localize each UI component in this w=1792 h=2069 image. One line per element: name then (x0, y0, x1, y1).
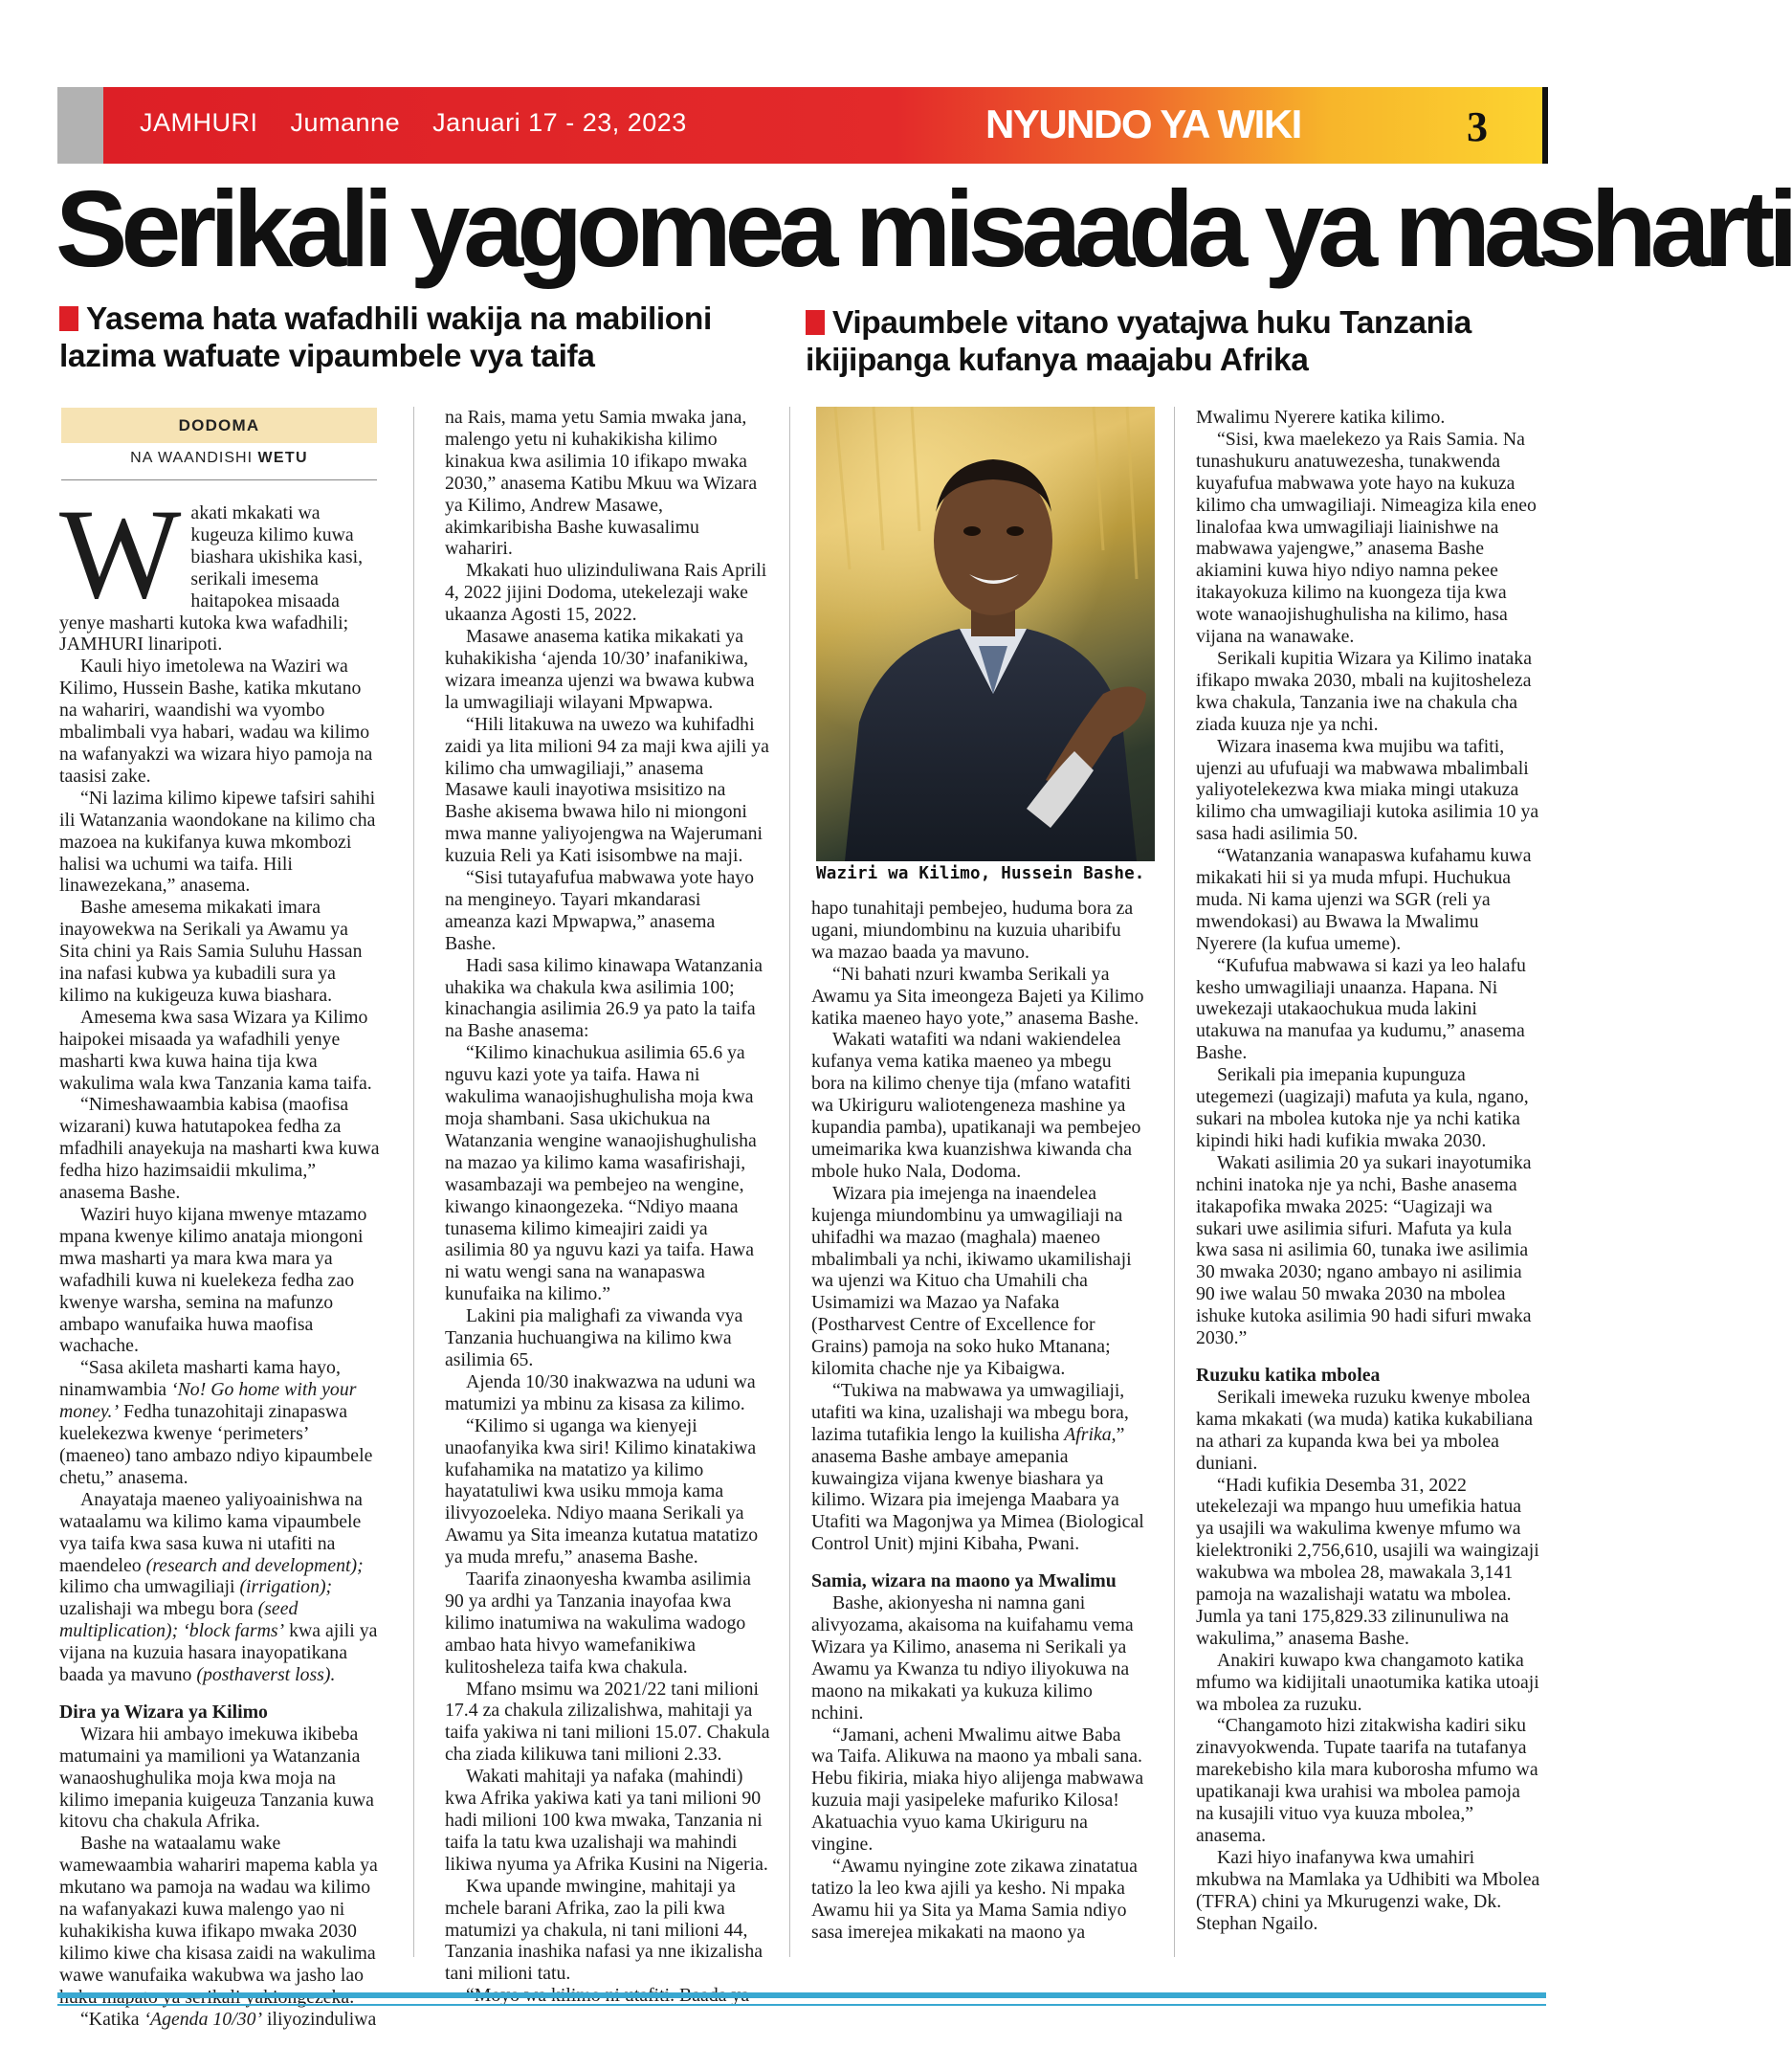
paragraph: “Hadi kufikia Desemba 31, 2022 utekelezaji wa mpango huu umefikia hatua ya usajili wa wakulima kwenye mfumo wa kielektroniki 2,756,610, usajili wa waingizaji wakubwa wa mbolea 28, mawakala 3,141 pamoja na wazalishaji watatu wa mbolea. Jumla ya tani 175,829.33 zilinunuliwa na wakulima,” anasema Bashe. (1196, 1474, 1539, 1649)
byline-rule (61, 479, 377, 480)
text-run: Anayataja maeneo yaliyoainishwa na wataalamu wa kilimo kama vipaumbele vya taifa kwa sasa kuwa ni utafiti na maendeleo (59, 1488, 363, 1576)
paragraph: “Ni bahati nzuri kwamba Serikali ya Awamu ya Sita imeongeza Bajeti ya Kilimo katika maeneo hayo yote,” anasema Bashe. (811, 963, 1144, 1029)
red-square-bullet (806, 310, 825, 335)
issue-day: Jumanne (290, 108, 401, 137)
italic-run: ‘No! Go home with your money.’ (59, 1379, 357, 1423)
paragraph: Kauli hiyo imetolewa na Waziri wa Kilimo, Hussein Bashe, katika mkutano na wahariri, waandishi wa vyombo mbalimbali vya habari, wadau wa kilimo na wafanyakzi wa wizara hiyo pamoja na taasisi zake. (59, 656, 373, 787)
subhead-right-text: Vipaumbele vitano vyatajwa huku Tanzania ikijipanga kufanya maajabu Afrika (806, 305, 1471, 378)
paper-name: JAMHURI (140, 108, 258, 137)
paragraph: Kazi hiyo inafanywa kwa umahiri mkubwa na Mamlaka ya Udhibiti wa Mbolea (TFRA) chini ya Mkurugenzi wake, Dk. Stephan Ngailo. (1196, 1846, 1540, 1934)
paragraph: Wizara inasema kwa mujibu wa tafiti, ujenzi au ufufuaji wa mabwawa mbalimbali yaliyotelekezwa kwa miaka mingi utakuza kilimo cha umwagiliaji kutoka asilimia 10 ya sasa hadi asilimia 50. (1196, 735, 1539, 845)
byline (61, 450, 377, 467)
text-run: kilimo cha umwagiliaji (59, 1576, 240, 1598)
paragraph: Lakini pia malighafi za viwanda vya Tanzania huchuangiwa na kilimo kwa asilimia 65. (445, 1305, 743, 1370)
paragraph: Serikali imeweka ruzuku kwenye mbolea kama mkakati (wa muda) katika kukabiliana na athari za kupanda kwa bei ya mbolea duniani. (1196, 1386, 1534, 1474)
paragraph: “Kufufua mabwawa si kazi ya leo halafu kesho umwagiliaji unaanza. Hapana. Ni uwekezaji utakaochukua muda lakini utakuwa na manufaa ya kudumu,” anasema Bashe. (1196, 954, 1526, 1064)
dateline: DODOMA (61, 408, 377, 443)
footer-rule-thin (57, 2004, 1546, 2006)
text-run: “Tukiwa na mabwawa ya umwagiliaji, utafiti wa kina, uzalishaji wa mbegu bora, lazima tutafikia lengo la kuilisha (811, 1379, 1129, 1445)
paragraph: “Hili litakuwa na uwezo wa kuhifadhi zaidi ya lita milioni 94 za maji kwa ajili ya kilimo cha umwagiliaji,” anasema Masawe kauli inayotiwa msisitizo na Bashe akisema bwawa hilo ni miongoni mwa manne yaliyojengwa na Wajerumani kuzuia Reli ya Kati isisombwe na maji. (445, 713, 769, 867)
paragraph: Waziri huyo kijana mwenye mtazamo mpana kwenye kilimo anataja miongoni mwa masharti ya mara kwa mara ya wafadhili kuwa ni kuelekeza fedha zao kwenye warsha, semina na mafunzo ambapo wanufaika huwa maofisa wachache. (59, 1204, 367, 1357)
section-title: NYUNDO YA WIKI (985, 101, 1301, 146)
paragraph: Kwa upande mwingine, mahitaji ya mchele barani Afrika, zao la pili kwa matumizi ya chakula, ni tani milioni 44, Tanzania inashika nafasi ya nne ikizalisha tani milioni tatu. (445, 1875, 763, 1985)
drop-cap: W (59, 483, 182, 626)
text-run: iliyozinduliwa (262, 2008, 377, 2030)
paragraph (59, 1489, 380, 1686)
subhead-left (59, 300, 786, 375)
paragraph: Hadi sasa kilimo kinawapa Watanzania uhakika wa chakula kwa asilimia 100; kinachangia asilimia 26.9 ya pato la taifa na Bashe anasema: (445, 954, 763, 1042)
paragraph: Amesema kwa sasa Wizara ya Kilimo haipokei misaada ya wafadhili yenye masharti kwa kuwa haina tija kwa wakulima wala kwa Tanzania kama taifa. (59, 1006, 372, 1094)
paragraph: Bashe na wataalamu wake wamewaambia wahariri mapema kabla ya mkutano wa pamoja na wadau wa kilimo na wafanyakazi kuwa malengo yao ni kuhakikisha kuwa ifikapo mwaka 2030 kilimo kiwe cha kisasa zaidi na wakulima wawe wanufaika wakubwa wa jasho lao (59, 1833, 378, 1986)
issue-date: Januari 17 - 23, 2023 (432, 108, 687, 137)
paragraph: “Sisi, kwa maelekezo ya Rais Samia. Na tunashukuru anatuwezesha, tunakwenda kuyafufua mabwawa yote hayo na kukuza kilimo cha umwagiliaji. Nimeagiza kila eneo linalofaa kwa umwagiliaji liainishwe na mabwawa yajengwe,” anasema Bashe akiamini kuwa hiyo ndiyo namna pekee itakayokuza kilimo na kuongeza tija kwa wote wanaojishughulisha na kilimo, hasa vijana na wanawake. (1196, 428, 1537, 648)
paragraph: “Awamu nyingine zote zikawa zinatatua tatizo la leo kwa ajili ya kesho. Ni mpaka Awamu hii ya Sita ya Mama Samia ndiyo sasa imerejea mikakati na maono ya (811, 1855, 1138, 1943)
masthead-edge-rule (1542, 87, 1548, 164)
masthead-grey-block (57, 87, 103, 164)
text-run: kwa ajili ya vijana na kuzuia hasara inayopatikana baada ya mavuno (59, 1620, 378, 1686)
paragraph: na Rais, mama yetu Samia mwaka jana, malengo yetu ni kuhakikisha kilimo kinakua kwa asilimia 10 ifikapo mwaka 2030,” anasema Katibu Mkuu wa Wizara ya Kilimo, Andrew Masawe, akimkaribisha Bashe kuwasalimu wahariri. (445, 407, 758, 560)
paragraph: Bashe, akionyesha ni namna gani alivyozama, akaisoma na kuifahamu vema Wizara ya Kilimo, anasema ni Serikali ya Awamu ya Kwanza tu ndiyo iliyokuwa na maono na mikakati ya kukuza kilimo nchini. (811, 1592, 1134, 1724)
red-square-bullet (59, 306, 78, 331)
subhead-right (806, 304, 1552, 379)
text-run: “Katika (80, 2008, 144, 2030)
paragraph: Wakati mahitaji ya nafaka (mahindi) kwa Afrika yakiwa kati ya tani milioni 90 hadi milioni 100 kwa mwaka, Tanzania ni taifa la tatu kwa uzalishaji wa mahindi likiwa nyuma ya Afrika Kusini na Nigeria. (445, 1766, 768, 1875)
paragraph: Mwalimu Nyerere katika kilimo. (1196, 407, 1446, 428)
italic-run: (research and development); (145, 1554, 364, 1576)
portrait-illustration (816, 407, 1155, 861)
italic-run: Afrika (1064, 1423, 1112, 1445)
byline-name: WETU (257, 450, 308, 466)
paragraph: “Watanzania wanapaswa kufahamu kuwa mikakati hii si ya muda mfupi. Huchukua muda. Ni kama ujenzi wa SGR (reli ya mwendokasi) au Bwawa la Mwalimu Nyerere (la kufua umeme). (1196, 845, 1532, 954)
page-number: 3 (1467, 103, 1488, 150)
footer-rule (57, 1992, 1546, 1998)
paragraph: “Kilimo si uganga wa kienyeji unaofanyika kwa siri! Kilimo kinatakiwa kufahamika na matatizo ya kilimo hayatatuliwi kwa usiku mmoja kama ilivyozoeleka. Ndiyo maana Serikali ya Awamu ya Sita imeanza kutatua matatizo ya muda mrefu,” anasema Bashe. (445, 1414, 759, 1568)
photo-caption: Waziri wa Kilimo, Hussein Bashe. (816, 864, 1145, 883)
section-heading: Samia, wizara na maono ya Mwalimu (811, 1570, 1117, 1592)
headline: Serikali yagomea misaada ya masharti (55, 168, 1792, 289)
section-heading: Dira ya Wizara ya Kilimo (59, 1701, 268, 1723)
text-run: “Sasa akileta masharti kama hayo, ninamwambia (59, 1357, 341, 1401)
text-run: ,” anasema Bashe ambaye amepania kuwaingiza vijana kwenye biashara ya kilimo. Wizara pia imejenga Maabara ya Utafiti wa Magonjwa ya Mimea (Biological Control Unit) mjini Kibaha, Pwani. (811, 1423, 1144, 1555)
paragraph: Mfano msimu wa 2021/22 tani milioni 17.4 za chakula zilizalishwa, mahitaji ya taifa yakiwa ni tani milioni 15.07. Chakula cha ziada kilikuwa tani milioni 2.33. (445, 1678, 770, 1766)
paragraph (59, 1357, 380, 1488)
paragraph: Anakiri kuwapo kwa changamoto katika mfumo wa kidijitali unaotumika katika utoaji wa mbolea za ruzuku. (1196, 1649, 1539, 1715)
paragraph: “Jamani, acheni Mwalimu aitwe Baba wa Taifa. Alikuwa na maono ya mbali sana. Hebu fikiria, miaka hiyo alijenga mabwawa kuzuia maji yasipeleke mafuriko Kilosa! Akatuachia vyuo kama Ukiriguru na vingine. (811, 1724, 1144, 1856)
paragraph: Bashe amesema mikakati imara inayowekwa na Serikali ya Awamu ya Sita chini ya Rais Samia Suluhu Hassan ina nafasi kubwa ya kubadili sura ya kilimo na kukigeuza kuwa biashara. (59, 897, 363, 1006)
column-rule (789, 407, 790, 1957)
photo-hussein-bashe (816, 407, 1155, 861)
article-column-4 (1196, 407, 1542, 1935)
italic-run: (irrigation); (239, 1576, 333, 1598)
paragraph: “Nimeshawaambia kabisa (maofisa wizarani) kuwa hatutapokea fedha za mfadhili anayekuja na masharti kwa kuwa fedha hizo hazimsaidii mkulima,” anasema Bashe. (59, 1094, 380, 1204)
paragraph: “Kilimo kinachukua asilimia 65.6 ya nguvu kazi yote ya taifa. Hawa ni wakulima wanaojishughulisha moja kwa moja shambani. Sasa ukichukua na Watanzania wengine wanaojishughulisha na mazao ya kilimo kama wasafirishaji, wasambazaji wa pembejeo na wengine, kiwango kinaongezeka. “Ndiyo maana tunasema kilimo kimeajiri zaidi ya asilimia 80 ya nguvu kazi ya taifa. Hawa ni watu wengi sana na wanapaswa kunufaika na kilimo.” (445, 1042, 757, 1305)
paragraph: akati mkakati wa kugeuza kilimo kuwa biashara ukishika kasi, serikali imesema haitapokea misaada yenye masharti kutoka kwa wafadhili; JAMHURI linaripoti. (59, 502, 364, 656)
byline-prefix: NA WAANDISHI (130, 450, 254, 466)
italic-run: ‘Agenda 10/30’ (144, 2008, 263, 2030)
text-run: uzalishaji wa mbegu bora (59, 1598, 258, 1620)
italic-run: (posthaverst loss). (196, 1664, 336, 1686)
subhead-left-text: Yasema hata wafadhili wakija na mabilioni lazima wafuate vipaumbele vya taifa (59, 301, 712, 374)
paragraph: Masawe anasema katika mikakati ya kuhakikisha ‘ajenda 10/30’ inafanikiwa, wizara imeanza ujenzi wa bwawa kubwa la umwagiliaji wilayani Mpwapwa. (445, 626, 755, 713)
article-column-1 (59, 483, 380, 2031)
paragraph: Wakati asilimia 20 ya sukari inayotumika nchini inatoka nje ya nchi, Bashe anasema itakapofika mwaka 2025: “Uagizaji wa sukari uwe asilimia sifuri. Mafuta ya kula kwa sasa ni asilimia 60, tunaka iwe asilimia 30 mwaka 2030; ngano ambayo ni asilimia 90 iwe walau 50 mwaka 2030 na mbolea ishuke kutoka asilimia 90 hadi sifuri mwaka 2030.” (1196, 1151, 1532, 1349)
paragraph: Serikali pia imepania kupunguza utegemezi (uagizaji) mafuta ya kula, ngano, sukari na mbolea kutoka nje ya nchi katika kipindi hiki hadi kufikia mwaka 2030. (1196, 1064, 1529, 1151)
italic-run: (seed multiplication); ‘block farms’ (59, 1598, 299, 1642)
paragraph: Mkakati huo ulizinduliwana Rais Aprili 4, 2022 jijini Dodoma, utekelezaji wake ukaanza Agosti 15, 2022. (445, 560, 767, 626)
paragraph (811, 1380, 1146, 1555)
article-column-3 (811, 898, 1146, 1944)
column-rule (413, 407, 414, 1957)
article-column-2 (445, 407, 770, 2007)
masthead-info (140, 108, 712, 138)
paragraph: Wizara pia imejenga na inaendelea kujenga miundombinu ya umwagiliaji na uhifadhi wa mazao (maghala) maeneo mbalimbali ya nchi, ikiwamo ukamilishaji wa ujenzi wa Kituo cha Umahili cha Usimamizi wa Mazao ya Nafaka (Postharvest Centre of Excellence for Grains) pamoja na soko huko Mtanana; kilomita chache nje ya Kibaigwa. (811, 1182, 1132, 1380)
paragraph: “Sisi tutayafufua mabwawa yote hayo na mengineyo. Tayari mkandarasi ameanza kazi Mpwapwa,” anasema Bashe. (445, 867, 755, 954)
paragraph: Wakati watafiti wa ndani wakiendelea kufanya vema katika maeneo ya mbegu bora na kilimo chenye tija (mfano watafiti wa Ukiriguru waliotengeneza mashine ya kupandia pamba), upatikanaji wa pembejeo umeimarika kwa kuanzishwa kiwanda cha mbole huko Nala, Dodoma. (811, 1029, 1141, 1182)
paragraph: “Changamoto hizi zitakwisha kadiri siku zinavyokwenda. Tupate taarifa na tutafanya marekebisho kila mara kuborosha mfumo wa upatikanaji kwa urahisi wa mbolea pamoja na kusajili vituo vya kuuza mbolea,” anasema. (1196, 1715, 1538, 1846)
paragraph (59, 2009, 380, 2031)
paragraph: “Ni lazima kilimo kipewe tafsiri sahihi ili Watanzania waondokane na kilimo cha mazoea na kukifanya kuwa mkombozi halisi wa uchumi wa taifa. Hili linawezekana,” anasema. (59, 787, 376, 897)
paragraph: Ajenda 10/30 inakwazwa na uduni wa matumizi ya mbinu za kisasa za kilimo. (445, 1370, 756, 1414)
paragraph: Serikali kupitia Wizara ya Kilimo inataka ifikapo mwaka 2030, mbali na kujitosheleza kwa chakula, Tanzania iwe na chakula cha ziada kuuza nje ya nchi. (1196, 647, 1532, 735)
paragraph: Taarifa zinaonyesha kwamba asilimia 90 ya ardhi ya Tanzania inayofaa kwa kilimo inatumiwa na wakulima wadogo ambao hata hivyo wamefanikiwa kulitosheleza taifa kwa chakula. (445, 1568, 751, 1678)
paragraph: Wizara hii ambayo imekuwa ikibeba matumaini ya mamilioni ya Watanzania wanaoshughulika moja kwa moja na kilimo imepania kuigeuza Tanzania kuwa kitovu cha chakula Afrika. (59, 1723, 374, 1833)
column-rule (1174, 407, 1175, 1957)
section-heading: Ruzuku katika mbolea (1196, 1364, 1381, 1386)
paragraph: hapo tunahitaji pembejeo, huduma bora za ugani, miundombinu na kuzuia uharibifu wa mazao baada ya mavuno. (811, 898, 1134, 963)
text-run: Fedha tunazohitaji zinapaswa kuelekezwa kwenye ‘perimeters’ (maeneo) tano ambazo ndiyo kipaumbele chetu,” anasema. (59, 1401, 373, 1488)
